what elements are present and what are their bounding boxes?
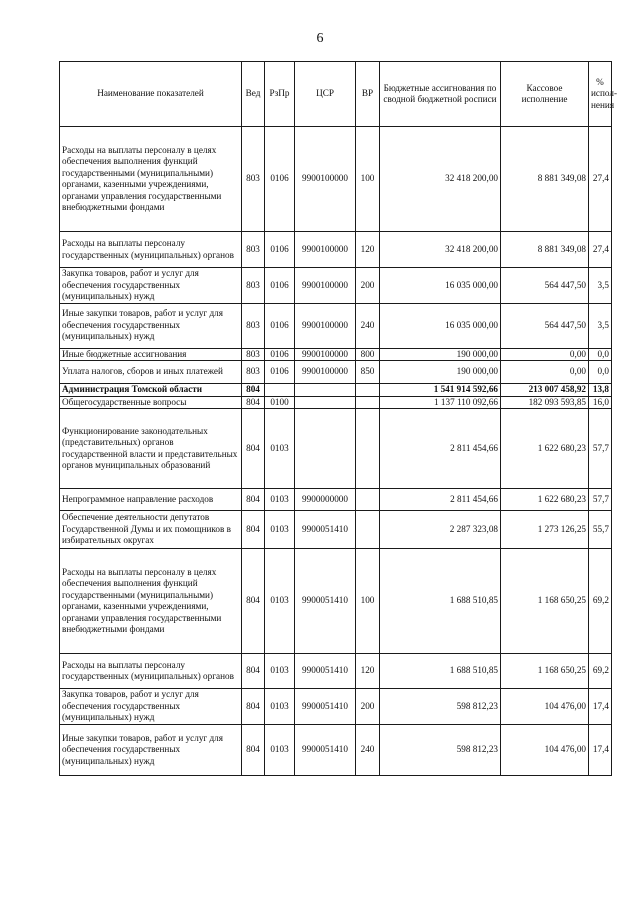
row-budget-cell: 2 811 454,66 bbox=[380, 489, 501, 511]
row-pct-cell: 17,4 bbox=[589, 689, 612, 725]
table-row bbox=[60, 654, 612, 689]
row-vr-cell bbox=[356, 511, 380, 549]
row-cash-cell: 213 007 458,92 bbox=[501, 384, 589, 397]
row-budget-cell: 32 418 200,00 bbox=[380, 232, 501, 268]
table-row bbox=[60, 689, 612, 725]
row-budget-cell: 1 688 510,85 bbox=[380, 654, 501, 689]
row-budget-cell: 16 035 000,00 bbox=[380, 303, 501, 348]
row-ved-cell: 804 bbox=[242, 689, 265, 725]
row-rzpr-cell: 0103 bbox=[265, 489, 295, 511]
row-cash-cell: 104 476,00 bbox=[501, 689, 589, 725]
row-csr-cell: 9900100000 bbox=[295, 303, 356, 348]
row-vr-cell: 850 bbox=[356, 361, 380, 384]
row-name-cell: Обеспечение деятельности депутатов Государственной Думы и их помощников в избирательных округах bbox=[60, 511, 242, 549]
table-row bbox=[60, 232, 612, 268]
row-ved-cell: 803 bbox=[242, 268, 265, 304]
row-name-cell: Уплата налогов, сборов и иных платежей bbox=[60, 361, 242, 384]
row-budget-cell: 190 000,00 bbox=[380, 361, 501, 384]
row-name-cell: Закупка товаров, работ и услуг для обеспечения государственных (муниципальных) нужд bbox=[60, 268, 242, 304]
row-name-cell: Администрация Томской области bbox=[60, 384, 242, 397]
row-name-cell: Функционирование законодательных (представительных) органов государственной власти и представительных органов муниципальных образований bbox=[60, 409, 242, 489]
row-ved-cell: 804 bbox=[242, 511, 265, 549]
row-vr-cell: 120 bbox=[356, 654, 380, 689]
row-pct-cell: 55,7 bbox=[589, 511, 612, 549]
row-pct-cell: 69,2 bbox=[589, 654, 612, 689]
row-rzpr-cell: 0103 bbox=[265, 654, 295, 689]
row-ved-cell: 804 bbox=[242, 384, 265, 397]
row-csr-cell: 9900100000 bbox=[295, 127, 356, 232]
table-row bbox=[60, 725, 612, 776]
row-csr-cell: 9900051410 bbox=[295, 689, 356, 725]
row-budget-cell: 598 812,23 bbox=[380, 689, 501, 725]
row-name-cell: Расходы на выплаты персоналу государственных (муниципальных) органов bbox=[60, 232, 242, 268]
row-vr-cell: 800 bbox=[356, 348, 380, 361]
table-row bbox=[60, 127, 612, 232]
header-csr: ЦСР bbox=[295, 62, 356, 127]
header-pct: % испол-нения bbox=[589, 62, 612, 127]
row-rzpr-cell: 0100 bbox=[265, 396, 295, 409]
row-pct-cell: 16,0 bbox=[589, 396, 612, 409]
row-rzpr-cell: 0106 bbox=[265, 361, 295, 384]
table-row bbox=[60, 511, 612, 549]
row-budget-cell: 1 541 914 592,66 bbox=[380, 384, 501, 397]
row-name-cell: Закупка товаров, работ и услуг для обеспечения государственных (муниципальных) нужд bbox=[60, 689, 242, 725]
row-name-cell: Иные бюджетные ассигнования bbox=[60, 348, 242, 361]
row-cash-cell: 1 168 650,25 bbox=[501, 549, 589, 654]
row-vr-cell bbox=[356, 409, 380, 489]
row-cash-cell: 0,00 bbox=[501, 361, 589, 384]
row-rzpr-cell: 0103 bbox=[265, 689, 295, 725]
row-csr-cell: 9900100000 bbox=[295, 268, 356, 304]
row-rzpr-cell: 0103 bbox=[265, 725, 295, 776]
row-ved-cell: 804 bbox=[242, 396, 265, 409]
row-vr-cell: 120 bbox=[356, 232, 380, 268]
row-pct-cell: 57,7 bbox=[589, 409, 612, 489]
row-budget-cell: 16 035 000,00 bbox=[380, 268, 501, 304]
table-row bbox=[60, 549, 612, 654]
row-cash-cell: 0,00 bbox=[501, 348, 589, 361]
row-cash-cell: 1 622 680,23 bbox=[501, 489, 589, 511]
row-ved-cell: 803 bbox=[242, 348, 265, 361]
header-ved: Вед bbox=[242, 62, 265, 127]
row-rzpr-cell bbox=[265, 384, 295, 397]
row-vr-cell: 240 bbox=[356, 303, 380, 348]
table-row bbox=[60, 361, 612, 384]
row-rzpr-cell: 0106 bbox=[265, 127, 295, 232]
table-row bbox=[60, 268, 612, 304]
header-cash: Кассовое исполнение bbox=[501, 62, 589, 127]
row-ved-cell: 804 bbox=[242, 409, 265, 489]
table-row bbox=[60, 348, 612, 361]
row-pct-cell: 0,0 bbox=[589, 361, 612, 384]
row-name-cell: Расходы на выплаты персоналу в целях обеспечения выполнения функций государственными (муниципальными) органами, казенными учреждениями, органами управления государственными внебюджетными фондами bbox=[60, 549, 242, 654]
row-ved-cell: 803 bbox=[242, 127, 265, 232]
row-rzpr-cell: 0103 bbox=[265, 549, 295, 654]
row-rzpr-cell: 0106 bbox=[265, 268, 295, 304]
table-row bbox=[60, 489, 612, 511]
row-pct-cell: 17,4 bbox=[589, 725, 612, 776]
row-budget-cell: 2 287 323,08 bbox=[380, 511, 501, 549]
row-name-cell: Непрограммное направление расходов bbox=[60, 489, 242, 511]
row-csr-cell: 9900051410 bbox=[295, 725, 356, 776]
row-cash-cell: 8 881 349,08 bbox=[501, 232, 589, 268]
row-vr-cell bbox=[356, 396, 380, 409]
row-pct-cell: 57,7 bbox=[589, 489, 612, 511]
row-csr-cell: 9900051410 bbox=[295, 549, 356, 654]
row-ved-cell: 804 bbox=[242, 654, 265, 689]
row-vr-cell: 100 bbox=[356, 549, 380, 654]
row-vr-cell bbox=[356, 489, 380, 511]
row-vr-cell bbox=[356, 384, 380, 397]
row-cash-cell: 1 168 650,25 bbox=[501, 654, 589, 689]
row-cash-cell: 104 476,00 bbox=[501, 725, 589, 776]
row-ved-cell: 803 bbox=[242, 232, 265, 268]
row-budget-cell: 598 812,23 bbox=[380, 725, 501, 776]
budget-execution-table bbox=[59, 61, 618, 776]
row-name-cell: Расходы на выплаты персоналу государственных (муниципальных) органов bbox=[60, 654, 242, 689]
row-ved-cell: 804 bbox=[242, 549, 265, 654]
header-budget: Бюджетные ассигнования по сводной бюджетной росписи bbox=[380, 62, 501, 127]
row-vr-cell: 100 bbox=[356, 127, 380, 232]
row-csr-cell bbox=[295, 396, 356, 409]
row-pct-cell: 3,5 bbox=[589, 303, 612, 348]
row-ved-cell: 803 bbox=[242, 303, 265, 348]
row-cash-cell: 182 093 593,85 bbox=[501, 396, 589, 409]
row-rzpr-cell: 0106 bbox=[265, 232, 295, 268]
row-cash-cell: 1 273 126,25 bbox=[501, 511, 589, 549]
row-rzpr-cell: 0106 bbox=[265, 303, 295, 348]
row-ved-cell: 803 bbox=[242, 361, 265, 384]
row-csr-cell: 9900051410 bbox=[295, 654, 356, 689]
row-budget-cell: 1 137 110 092,66 bbox=[380, 396, 501, 409]
row-pct-cell: 27,4 bbox=[589, 232, 612, 268]
row-pct-cell: 0,0 bbox=[589, 348, 612, 361]
row-vr-cell: 240 bbox=[356, 725, 380, 776]
row-budget-cell: 190 000,00 bbox=[380, 348, 501, 361]
row-name-cell: Расходы на выплаты персоналу в целях обеспечения выполнения функций государственными (муниципальными) органами, казенными учреждениями, органами управления государственными внебюджетными фондами bbox=[60, 127, 242, 232]
row-csr-cell: 9900051410 bbox=[295, 511, 356, 549]
row-csr-cell bbox=[295, 384, 356, 397]
row-csr-cell bbox=[295, 409, 356, 489]
row-budget-cell: 32 418 200,00 bbox=[380, 127, 501, 232]
row-budget-cell: 1 688 510,85 bbox=[380, 549, 501, 654]
row-name-cell: Иные закупки товаров, работ и услуг для обеспечения государственных (муниципальных) нужд bbox=[60, 303, 242, 348]
table-row bbox=[60, 303, 612, 348]
row-cash-cell: 564 447,50 bbox=[501, 268, 589, 304]
row-budget-cell: 2 811 454,66 bbox=[380, 409, 501, 489]
header-vr: ВР bbox=[356, 62, 380, 127]
table-body bbox=[60, 127, 612, 776]
row-vr-cell: 200 bbox=[356, 689, 380, 725]
row-pct-cell: 3,5 bbox=[589, 268, 612, 304]
row-ved-cell: 804 bbox=[242, 489, 265, 511]
header-name: Наименование показателей bbox=[60, 62, 242, 127]
row-ved-cell: 804 bbox=[242, 725, 265, 776]
row-rzpr-cell: 0103 bbox=[265, 409, 295, 489]
row-vr-cell: 200 bbox=[356, 268, 380, 304]
table-row bbox=[60, 384, 612, 397]
table-header-row bbox=[60, 62, 612, 127]
row-name-cell: Общегосударственные вопросы bbox=[60, 396, 242, 409]
row-pct-cell: 69,2 bbox=[589, 549, 612, 654]
row-csr-cell: 9900100000 bbox=[295, 232, 356, 268]
table-row bbox=[60, 396, 612, 409]
row-cash-cell: 8 881 349,08 bbox=[501, 127, 589, 232]
row-name-cell: Иные закупки товаров, работ и услуг для обеспечения государственных (муниципальных) нужд bbox=[60, 725, 242, 776]
row-pct-cell: 27,4 bbox=[589, 127, 612, 232]
row-rzpr-cell: 0103 bbox=[265, 511, 295, 549]
row-csr-cell: 9900100000 bbox=[295, 361, 356, 384]
header-rzpr: РзПр bbox=[265, 62, 295, 127]
table-row bbox=[60, 409, 612, 489]
row-csr-cell: 9900000000 bbox=[295, 489, 356, 511]
row-csr-cell: 9900100000 bbox=[295, 348, 356, 361]
row-cash-cell: 1 622 680,23 bbox=[501, 409, 589, 489]
page-number: 6 bbox=[316, 31, 324, 46]
row-pct-cell: 13,8 bbox=[589, 384, 612, 397]
row-rzpr-cell: 0106 bbox=[265, 348, 295, 361]
row-cash-cell: 564 447,50 bbox=[501, 303, 589, 348]
